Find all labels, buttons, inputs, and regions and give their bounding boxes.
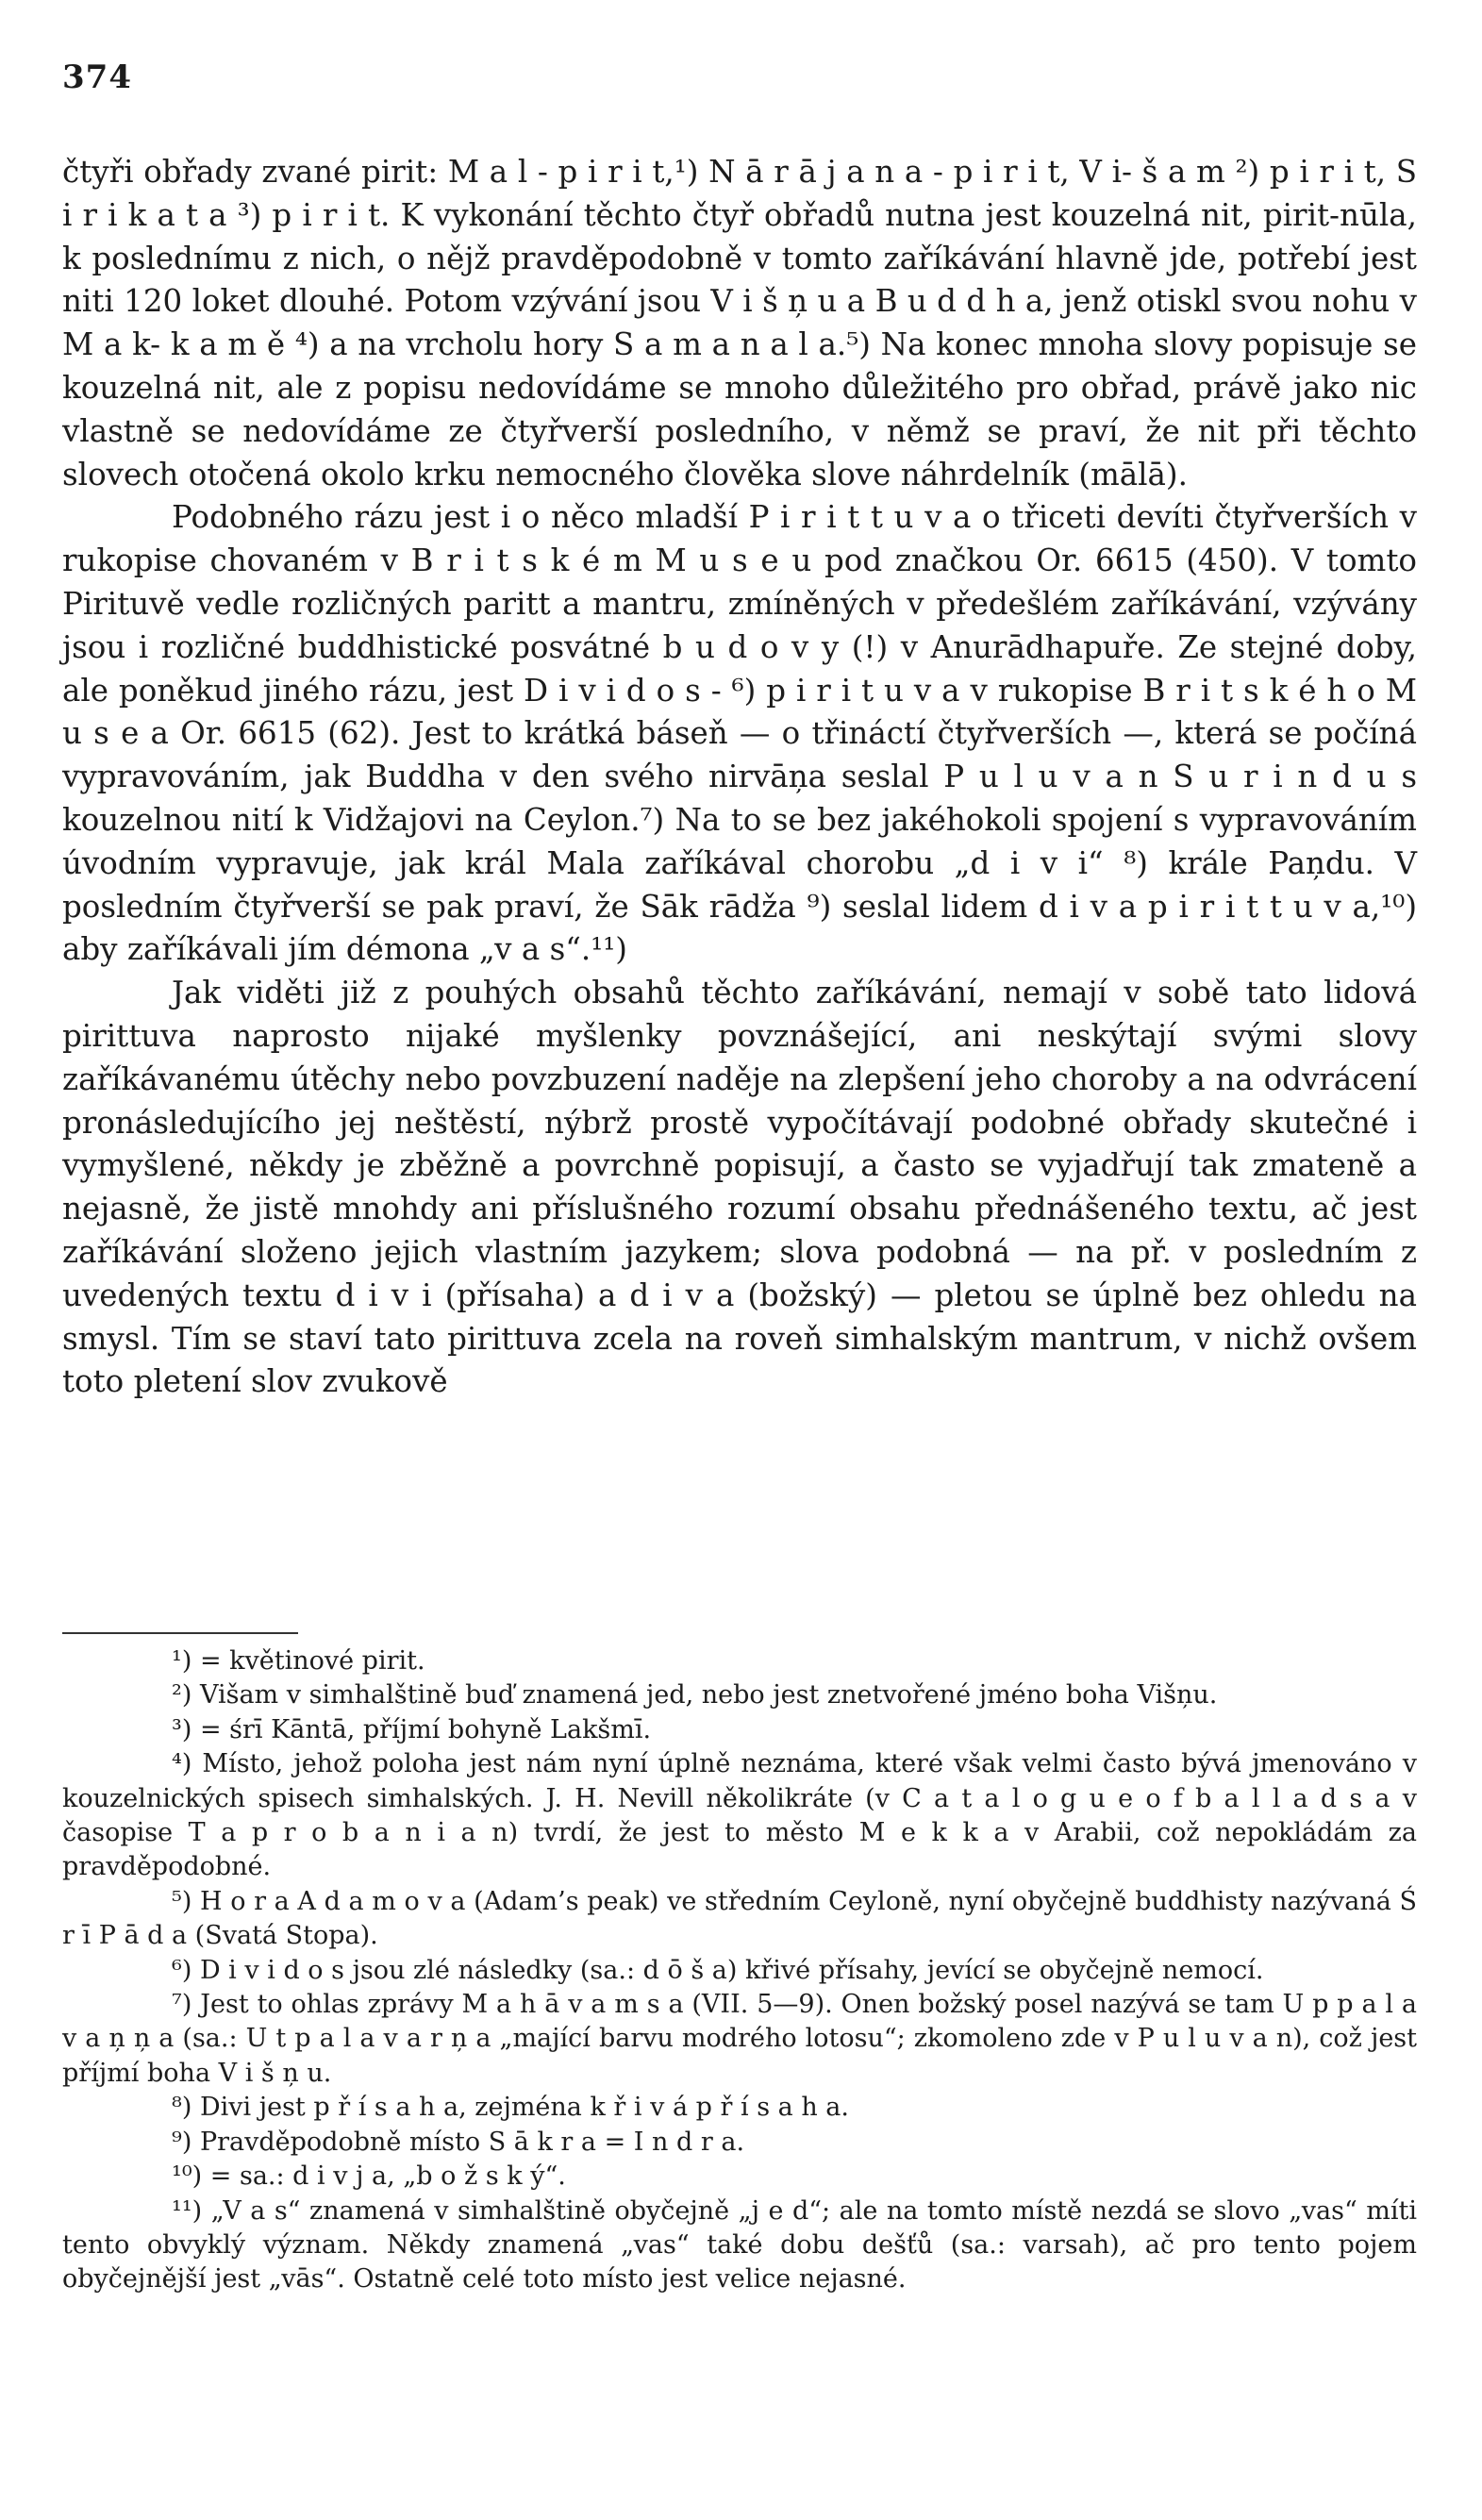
- footnote: ⁸) Divi jest p ř í s a h a, zejména k ř i v á p ř í s a h a.: [172, 2093, 849, 2123]
- footnote: ³) = śrī Kāntā, příjmí bohyně Lakšmī.: [172, 1714, 652, 1744]
- page-number: 374: [62, 58, 132, 96]
- footnote: ⁷) Jest to ohlas zprávy M a h ā v a m s a (VII. 5—9). Onen božský posel nazývá se tam U p p a l a v a ņ ņ a (sa.: U t p a l a v a r ņ a „mající barvu modrého lotosu“; zkomoleno zde v P u l u v a n), což jest příjmí boha V i š ņ u.: [62, 1990, 1417, 2088]
- footnotes: [62, 1644, 1417, 2297]
- footnote: ⁴) Místo, jehož poloha jest nám nyní úplně neznáma, které však velmi často bývá jmenováno v kouzelnických spisech simhalských. J. H. Nevill několikráte (v C a t a l o g u e o f b a l l a d s a v časopise T a p r o b a n i a n) tvrdí, že jest to město M e k k a v Arabii, což nepokládám za pravděpodobné.: [62, 1749, 1417, 1882]
- footnote: ⁶) D i v i d o s jsou zlé následky (sa.: d ō š a) křivé přísahy, jevící se obyčejně nemocí.: [172, 1955, 1264, 1985]
- footnote: ¹) = květinové pirit.: [172, 1646, 425, 1676]
- footnote: ¹¹) „V a s“ znamená v simhalštině obyčejně „j e d“; ale na tomto místě nezdá se slovo „vas“ míti tento obvyklý význam. Někdy znamená „vas“ také dobu dešťů (sa.: varsah), ač pro tento pojem obyčejnější jest „vās“. Ostatně celé toto místo jest velice nejasné.: [62, 2195, 1417, 2295]
- footnote: ⁹) Pravděpodobně místo S ā k r a = I n d r a.: [172, 2127, 745, 2157]
- footnote-divider: [62, 1632, 298, 1634]
- body-text: [62, 151, 1417, 1404]
- footnote: ⁵) H o r a A d a m o v a (Adam’s peak) ve středním Ceyloně, nyní obyčejně buddhisty nazývaná Ś r ī P ā d a (Svatá Stopa).: [62, 1886, 1417, 1951]
- body-paragraph: Podobného rázu jest i o něco mladší P i r i t t u v a o třiceti devíti čtyřverších v rukopise chovaném v B r i t s k é m M u s e u pod značkou Or. 6615 (450). V tomto Pirituvě vedle rozličných paritt a mantru, zmíněných v předešlém zaříkávání, vzývány jsou i rozličné buddhistické posvátné b u d o v y (!) v Anurādhapuře. Ze stejné doby, ale poněkud jiného rázu, jest D i v i d o s - ⁶) p i r i t u v a v rukopise B r i t s k é h o M u s e a Or. 6615 (62). Jest to krátká báseň — o třináctí čtyřverších —, která se počíná vypravováním, jak Buddha v den svého nirvāņa seslal P u l u v a n S u r i n d u s kouzelnou nití k Vidžajovi na Ceylon.⁷) Na to se bez jakéhokoli spojení s vypravováním úvodním vypravuje, jak král Mala zaříkával chorobu „d i v i“ ⁸) krále Paņdu. V posledním čtyřverší se pak praví, že Sāk rādža ⁹) seslal lidem d i v a p i r i t t u v a,¹⁰) aby zaříkávali jím démona „v a s“.¹¹): [62, 499, 1417, 968]
- body-paragraph: Jak viděti již z pouhých obsahů těchto zaříkávání, nemají v sobě tato lidová pirittuva naprosto nijaké myšlenky povznášející, ani neskýtají svými slovy zaříkávanému útěchy nebo povzbuzení naděje na zlepšení jeho choroby a na odvrácení pronásledujícího jej neštěstí, nýbrž prostě vypočítávají podobné obřady skutečné i vymyšlené, někdy je zběžně a povrchně popisují, a často se vyjadřují tak zmateně a nejasně, že jistě mnohdy ani příslušného rozumí obsahu přednášeného textu, ač jest zaříkávání složeno jejich vlastním jazykem; slova podobná — na př. v posledním z uvedených textu d i v i (přísaha) a d i v a (božský) — pletou se úplně bez ohledu na smysl. Tím se staví tato pirittuva zcela na roveň simhalským mantrum, v nichž ovšem toto pletení slov zvukově: [62, 975, 1417, 1400]
- footnote: ²) Višam v simhalštině buď znamená jed, nebo jest znetvořené jméno boha Višņu.: [172, 1680, 1218, 1711]
- footnote: ¹⁰) = sa.: d i v j a, „b o ž s k ý“.: [172, 2161, 566, 2192]
- body-paragraph: čtyři obřady zvané pirit: M a l - p i r i t,¹) N ā r ā j a n a - p i r i t, V i- š a m ²) p i r i t, S i r i k a t a ³) p i r i t. K vykonání těchto čtyř obřadů nutna jest kouzelná nit, pirit-nūla, k poslednímu z nich, o nějž pravděpodobně v tomto zaříkávání hlavně jde, potřebí jest niti 120 loket dlouhé. Potom vzývání jsou V i š ņ u a B u d d h a, jenž otiskl svou nohu v M a k- k a m ě ⁴) a na vrcholu hory S a m a n a l a.⁵) Na konec mnoha slovy popisuje se kouzelná nit, ale z popisu nedovídáme se mnoho důležitého pro obřad, právě jako nic vlastně se nedovídáme ze čtyřverší posledního, v němž se praví, že nit při těchto slovech otočená okolo krku nemocného člověka slove náhrdelník (mālā).: [62, 154, 1417, 492]
